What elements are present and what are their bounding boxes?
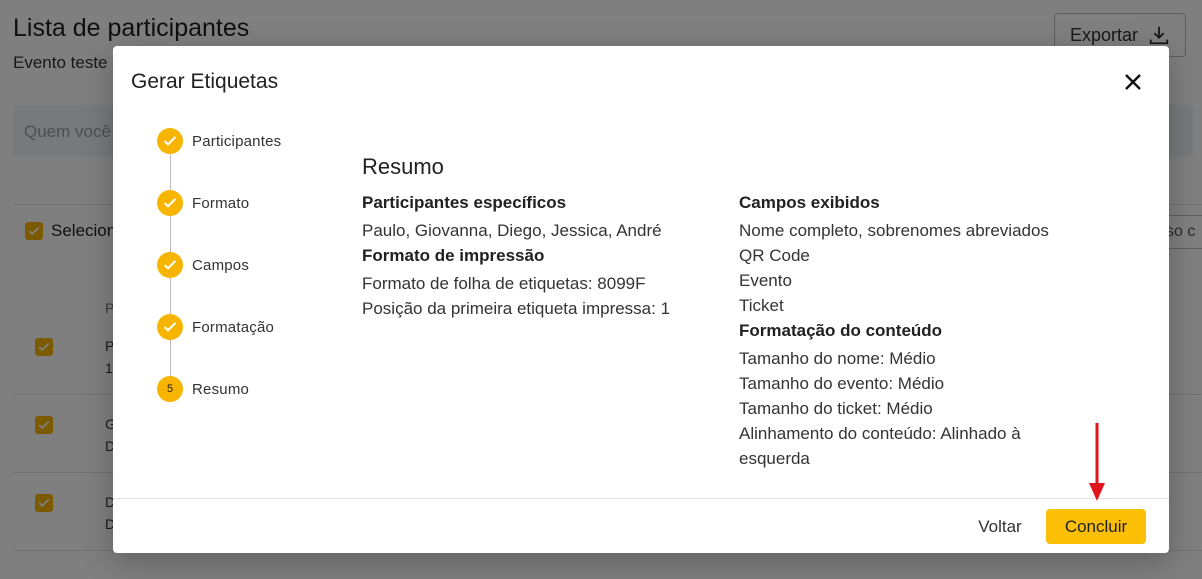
fields-heading: Campos exibidos: [739, 193, 880, 212]
step-fields[interactable]: [157, 252, 249, 278]
format-line: Formato de folha de etiquetas: 8099F: [362, 274, 646, 293]
field-line: QR Code: [739, 246, 810, 265]
participants-value: Paulo, Giovanna, Diego, Jessica, André: [362, 221, 662, 240]
step-label: Campos: [192, 256, 250, 274]
step-connector: [170, 278, 171, 314]
generate-labels-dialog: [113, 46, 1169, 553]
step-label: Participantes: [192, 132, 282, 150]
step-label: Resumo: [192, 380, 250, 398]
content-format-line: Tamanho do nome: Médio: [739, 349, 936, 368]
footer-divider: [113, 498, 1169, 499]
step-connector: [170, 340, 171, 376]
field-line: Evento: [739, 271, 792, 290]
check-icon: [162, 195, 178, 211]
content-format-line: Alinhamento do conteúdo: Alinhado à: [739, 424, 1021, 443]
annotation-arrow-icon: [1086, 421, 1108, 503]
check-icon: [162, 319, 178, 335]
dialog-title: Gerar Etiquetas: [131, 70, 279, 93]
step-done-badge: [157, 128, 183, 154]
back-button[interactable]: Voltar: [978, 517, 1022, 536]
check-icon: [162, 133, 178, 149]
check-icon: [162, 257, 178, 273]
step-connector: [170, 154, 171, 190]
summary-right-column: [739, 190, 1079, 471]
content-format-line: Tamanho do evento: Médio: [739, 374, 945, 393]
step-connector: [170, 216, 171, 252]
step-participants[interactable]: [157, 128, 281, 154]
format-line: Posição da primeira etiqueta impressa: 1: [362, 299, 671, 318]
content-format-line: esquerda: [739, 449, 810, 468]
participants-heading: Participantes específicos: [362, 193, 567, 212]
step-label: Formatação: [192, 318, 275, 336]
step-done-badge: [157, 252, 183, 278]
content-format-heading: Formatação do conteúdo: [739, 321, 943, 340]
summary-title: Resumo: [362, 154, 444, 179]
step-summary[interactable]: [157, 376, 249, 402]
close-button[interactable]: [1121, 70, 1145, 94]
step-formatting[interactable]: [157, 314, 274, 340]
field-line: Ticket: [739, 296, 784, 315]
finish-button[interactable]: Concluir: [1046, 509, 1146, 544]
step-label: Formato: [192, 194, 250, 212]
close-icon: [1121, 70, 1145, 94]
step-format[interactable]: [157, 190, 249, 216]
field-line: Nome completo, sobrenomes abreviados: [739, 221, 1049, 240]
content-format-line: Tamanho do ticket: Médio: [739, 399, 933, 418]
summary-left-column: [362, 190, 702, 321]
step-number-badge: 5: [157, 376, 183, 402]
step-done-badge: [157, 314, 183, 340]
step-done-badge: [157, 190, 183, 216]
print-format-heading: Formato de impressão: [362, 246, 545, 265]
